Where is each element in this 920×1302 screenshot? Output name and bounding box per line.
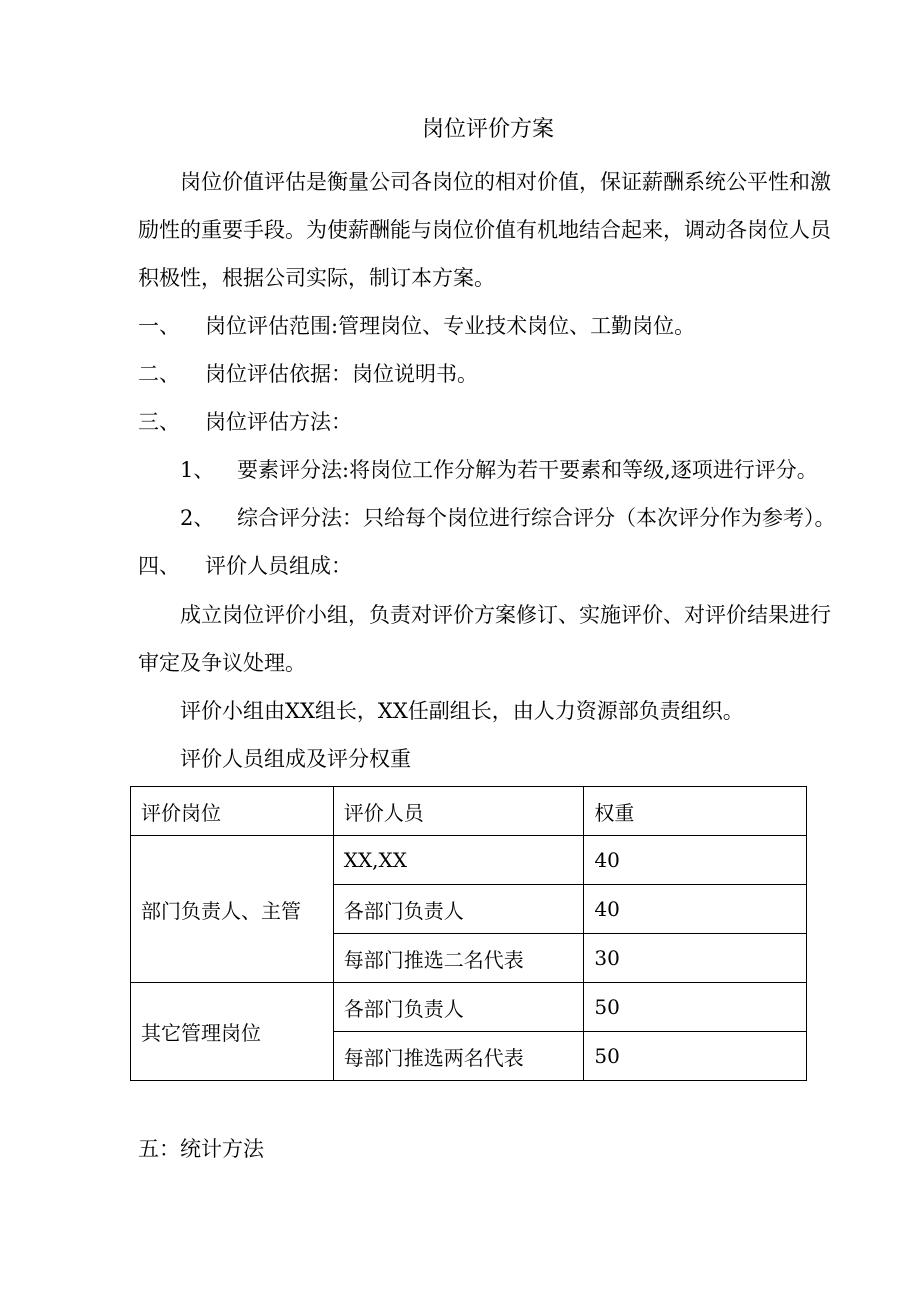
section-2-number: 二、 — [138, 362, 180, 386]
evaluator-cell: 每部门推选两名代表 — [333, 1032, 584, 1081]
post-cell: 部门负责人、主管 — [131, 836, 334, 983]
header-evaluator: 评价人员 — [333, 787, 584, 836]
leader-paragraph: 评价小组由XX组长，XX任副组长，由人力资源部负责组织。 — [180, 699, 744, 723]
header-weight: 权重 — [584, 787, 807, 836]
intro-paragraph: 岗位价值评估是衡量公司各岗位的相对价值，保证薪酬系统公平性和激励性的重要手段。为使薪酬能与岗位价值有机地结合起来，调动各岗位人员积极性，根据公司实际，制订本方案。 — [138, 170, 831, 290]
group-paragraph: 成立岗位评价小组，负责对评价方案修订、实施评价、对评价结果进行审定及争议处理。 — [138, 603, 831, 675]
section-4 — [138, 550, 352, 582]
method-1 — [180, 454, 818, 486]
section-5-heading: 五：统计方法 — [138, 1137, 264, 1161]
post-cell: 其它管理岗位 — [131, 983, 334, 1081]
weight-cell: 40 — [584, 836, 807, 885]
section-1 — [138, 310, 695, 342]
method-2-text: 综合评分法：只给每个岗位进行综合评分（本次评分作为参考）。 — [237, 506, 836, 530]
method-2-number: 2、 — [180, 506, 215, 530]
table-row — [131, 836, 807, 885]
section-4-text: 评价人员组成： — [205, 554, 352, 578]
weight-cell: 40 — [584, 885, 807, 934]
section-1-number: 一、 — [138, 314, 180, 338]
table-header-row — [131, 787, 807, 836]
weight-cell: 50 — [584, 1032, 807, 1081]
section-3 — [138, 406, 352, 438]
header-post: 评价岗位 — [131, 787, 334, 836]
section-4-number: 四、 — [138, 554, 180, 578]
method-2 — [180, 502, 836, 534]
section-1-text: 岗位评估范围:管理岗位、专业技术岗位、工勤岗位。 — [205, 314, 696, 338]
table-row — [131, 983, 807, 1032]
evaluator-cell: XX,XX — [333, 836, 584, 885]
method-1-text: 要素评分法:将岗位工作分解为若干要素和等级,逐项进行评分。 — [237, 458, 818, 482]
weight-cell: 30 — [584, 934, 807, 983]
evaluator-cell: 每部门推选二名代表 — [333, 934, 584, 983]
section-2 — [138, 358, 478, 390]
section-2-text: 岗位评估依据：岗位说明书。 — [205, 362, 478, 386]
weight-cell: 50 — [584, 983, 807, 1032]
method-1-number: 1、 — [180, 458, 215, 482]
table-caption: 评价人员组成及评分权重 — [180, 747, 411, 771]
document-title: 岗位评价方案 — [421, 117, 554, 142]
evaluator-cell: 各部门负责人 — [333, 983, 584, 1032]
evaluator-cell: 各部门负责人 — [333, 885, 584, 934]
section-3-text: 岗位评估方法： — [205, 410, 352, 434]
weights-table — [130, 786, 807, 1081]
section-3-number: 三、 — [138, 410, 180, 434]
